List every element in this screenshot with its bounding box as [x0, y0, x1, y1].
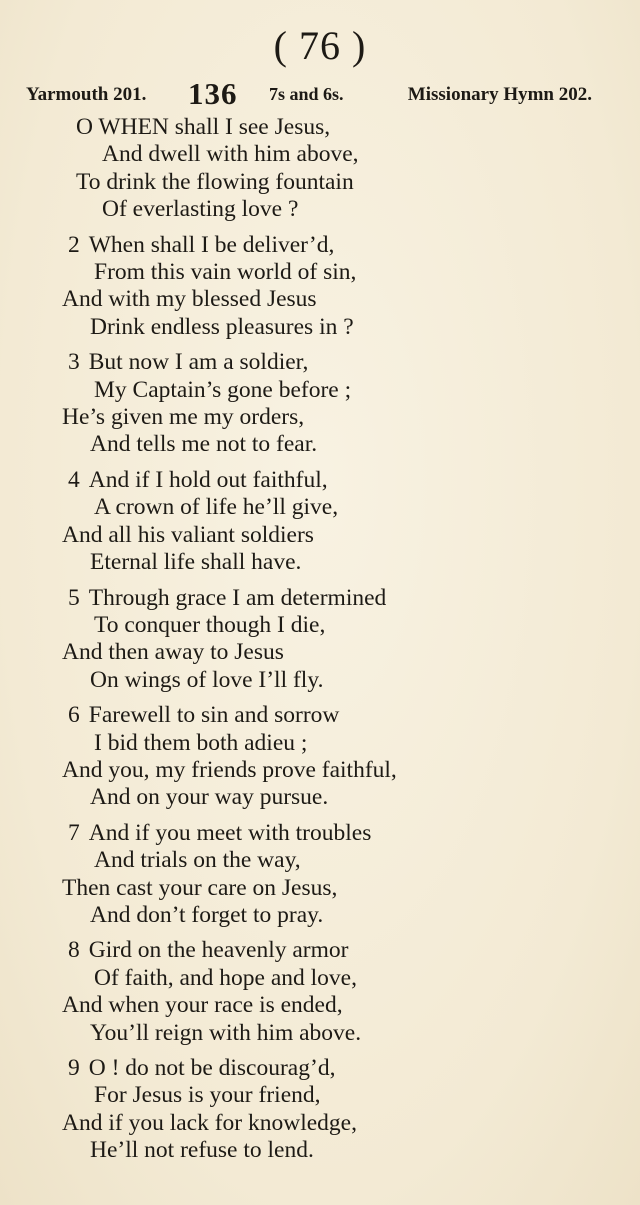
stanza-line-text: Farewell to sin and sorrow: [88, 702, 340, 729]
stanza-line: My Captain’s gone before ;: [94, 376, 352, 403]
stanza-8: [0, 937, 640, 1047]
hymn-meter: 7s and 6s.: [269, 84, 344, 104]
stanza-line: I bid them both adieu ;: [94, 729, 308, 756]
stanza-line-text: And if I hold out faithful,: [88, 466, 328, 493]
stanza-line: On wings of love I’ll fly.: [90, 666, 324, 693]
stanza-line-text: Through grace I am determined: [88, 584, 387, 611]
stanza-line: From this vain world of sin,: [94, 259, 357, 286]
stanza-line: And with my blessed Jesus: [62, 286, 317, 313]
stanza-line: And when your race is ended,: [62, 992, 343, 1019]
stanza-3: [0, 349, 640, 459]
verse-number: 2: [68, 231, 80, 258]
stanza-line: He’s given me my orders,: [62, 404, 305, 431]
stanza-line: And you, my friends prove faithful,: [62, 756, 397, 783]
stanza-line: Eternal life shall have.: [90, 549, 302, 576]
stanza-line-text: Gird on the heavenly armor: [88, 937, 349, 964]
stanza-line: To conquer though I die,: [94, 611, 326, 638]
page-number: ( 76 ): [273, 23, 367, 68]
hymn-text: [0, 114, 640, 1173]
verse-number: 4: [68, 466, 80, 493]
stanza-9: [0, 1055, 640, 1165]
stanza-line: [0, 937, 640, 964]
hymn-number: 136: [188, 76, 238, 111]
stanza-5: [0, 585, 640, 695]
stanza-line: Drink endless pleasures in ?: [90, 313, 354, 340]
stanza-line: [0, 702, 640, 729]
stanza-line: And trials on the way,: [94, 847, 301, 874]
stanza-line: [0, 820, 640, 847]
stanza-1: [0, 114, 640, 224]
stanza-line: To drink the flowing fountain: [76, 168, 354, 195]
verse-number: 6: [68, 702, 80, 729]
stanza-line: Of everlasting love ?: [102, 196, 299, 223]
verse-number: 5: [68, 584, 80, 611]
verse-number: 8: [68, 937, 80, 964]
stanza-line: And if you lack for knowledge,: [62, 1109, 357, 1136]
stanza-line: And tells me not to fear.: [90, 431, 318, 458]
stanza-line: O WHEN shall I see Jesus,: [76, 114, 331, 140]
stanza-line: For Jesus is your friend,: [94, 1082, 321, 1109]
stanza-line: [0, 585, 640, 612]
stanza-line: [0, 232, 640, 259]
stanza-line-text: When shall I be deliver’d,: [88, 231, 335, 258]
verse-number: 3: [68, 349, 80, 376]
stanza-line: And dwell with him above,: [102, 141, 359, 168]
stanza-line: Then cast your care on Jesus,: [62, 874, 338, 901]
stanza-2: [0, 232, 640, 342]
stanza-line: And then away to Jesus: [62, 639, 284, 666]
stanza-line: And on your way pursue.: [90, 784, 329, 811]
stanza-line: [0, 467, 640, 494]
stanza-line: And all his valiant soldiers: [62, 521, 314, 548]
stanza-4: [0, 467, 640, 577]
hymn-header: [26, 76, 592, 111]
stanza-line: [0, 349, 640, 376]
stanza-7: [0, 820, 640, 930]
stanza-line-text: And if you meet with troubles: [88, 819, 372, 846]
verse-number: 7: [68, 819, 80, 846]
stanza-line: Of faith, and hope and love,: [94, 964, 357, 991]
verse-number: 9: [68, 1055, 80, 1081]
stanza-6: [0, 702, 640, 812]
stanza-line: You’ll reign with him above.: [90, 1019, 362, 1046]
tune-left: Yarmouth 201.: [26, 84, 147, 105]
stanza-line: He’ll not refuse to lend.: [90, 1137, 314, 1164]
stanza-line-text: But now I am a soldier,: [88, 349, 309, 376]
tune-right: Missionary Hymn 202.: [407, 84, 592, 105]
stanza-line: And don’t forget to pray.: [90, 901, 324, 928]
stanza-line: A crown of life he’ll give,: [94, 494, 339, 521]
stanza-line: [0, 1055, 640, 1082]
stanza-line-text: O ! do not be discourag’d,: [88, 1055, 336, 1081]
